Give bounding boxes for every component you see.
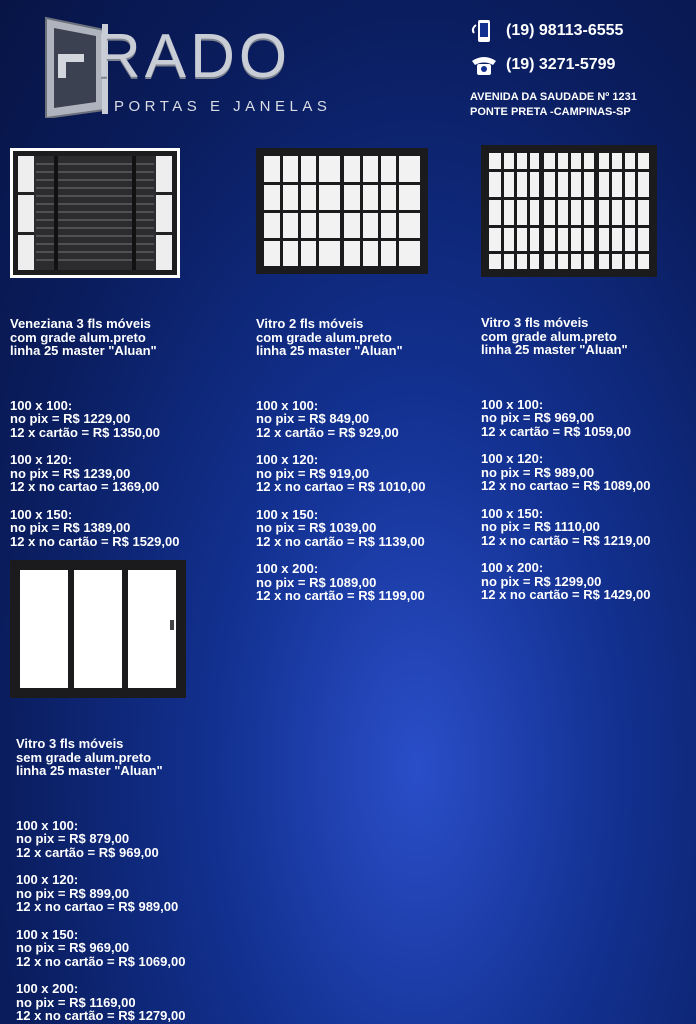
vitro-3-window-icon [481,145,657,277]
price-block: 100 x 100: no pix = R$ 879,00 12 x cartão = R$ 969,00 [16,817,159,860]
price-block: 100 x 100: no pix = R$ 969,00 12 x cartão = R$ 1059,00 [481,396,631,439]
product-title: Vitro 2 fls móveis com grade alum.preto linha 25 master "Aluan" [256,316,403,358]
vitro-3-no-grade-window-icon [10,560,186,698]
price-block: 100 x 200: no pix = R$ 1169,00 12 x no cartão = R$ 1279,00 [16,981,186,1023]
brand-logo [44,14,344,118]
product-title: Veneziana 3 fls móveis com grade alum.preto linha 25 master "Aluan" [10,316,157,358]
product-title: Vitro 3 fls móveis com grade alum.preto linha 25 master "Aluan" [481,315,628,357]
landline-row [470,48,690,82]
price-block: 100 x 120: no pix = R$ 899,00 12 x no cartao = R$ 989,00 [16,872,179,914]
landline-phone-number[interactable]: (19) 3271-5799 [506,56,616,73]
price-block: 100 x 150: no pix = R$ 969,00 12 x no cartão = R$ 1069,00 [16,926,186,969]
price-block: 100 x 100: no pix = R$ 1229,00 12 x cartão = R$ 1350,00 [10,397,160,440]
mobile-phone-icon [470,19,498,43]
product-card [10,560,230,1023]
brand-tagline: PORTAS E JANELAS [114,98,332,115]
contact-block [470,14,690,120]
price-block: 100 x 150: no pix = R$ 1039,00 12 x no cartão = R$ 1139,00 [256,506,425,549]
address-line-2: PONTE PRETA -CAMPINAS-SP [470,106,631,118]
price-block: 100 x 200: no pix = R$ 1299,00 12 x no cartão = R$ 1429,00 [481,560,651,602]
price-block: 100 x 150: no pix = R$ 1389,00 12 x no cartão = R$ 1529,00 [10,506,180,549]
product-card [481,145,691,602]
price-block: 100 x 150: no pix = R$ 1110,00 12 x no cartão = R$ 1219,00 [481,505,651,548]
brand-name: RADO [96,22,292,91]
price-block: 100 x 120: no pix = R$ 919,00 12 x no cartao = R$ 1010,00 [256,452,426,494]
price-block: 100 x 100: no pix = R$ 849,00 12 x cartão = R$ 929,00 [256,397,399,440]
address [470,90,690,120]
product-title: Vitro 3 fls móveis sem grade alum.preto linha 25 master "Aluan" [16,736,163,778]
veneziana-window-icon [10,148,180,278]
address-line-1: AVENIDA DA SAUDADE Nº 1231 [470,91,637,103]
vitro-2-window-icon [256,148,428,274]
product-card [10,148,230,603]
price-block: 100 x 120: no pix = R$ 1239,00 12 x no cartao = 1369,00 [10,452,160,494]
product-card [256,148,476,603]
price-block: 100 x 120: no pix = R$ 989,00 12 x no cartao = R$ 1089,00 [481,451,651,493]
price-block: 100 x 200: no pix = R$ 1089,00 12 x no cartão = R$ 1199,00 [256,561,425,603]
telephone-icon [470,53,498,77]
mobile-phone-number[interactable]: (19) 98113-6555 [506,22,624,39]
mobile-row [470,14,690,48]
